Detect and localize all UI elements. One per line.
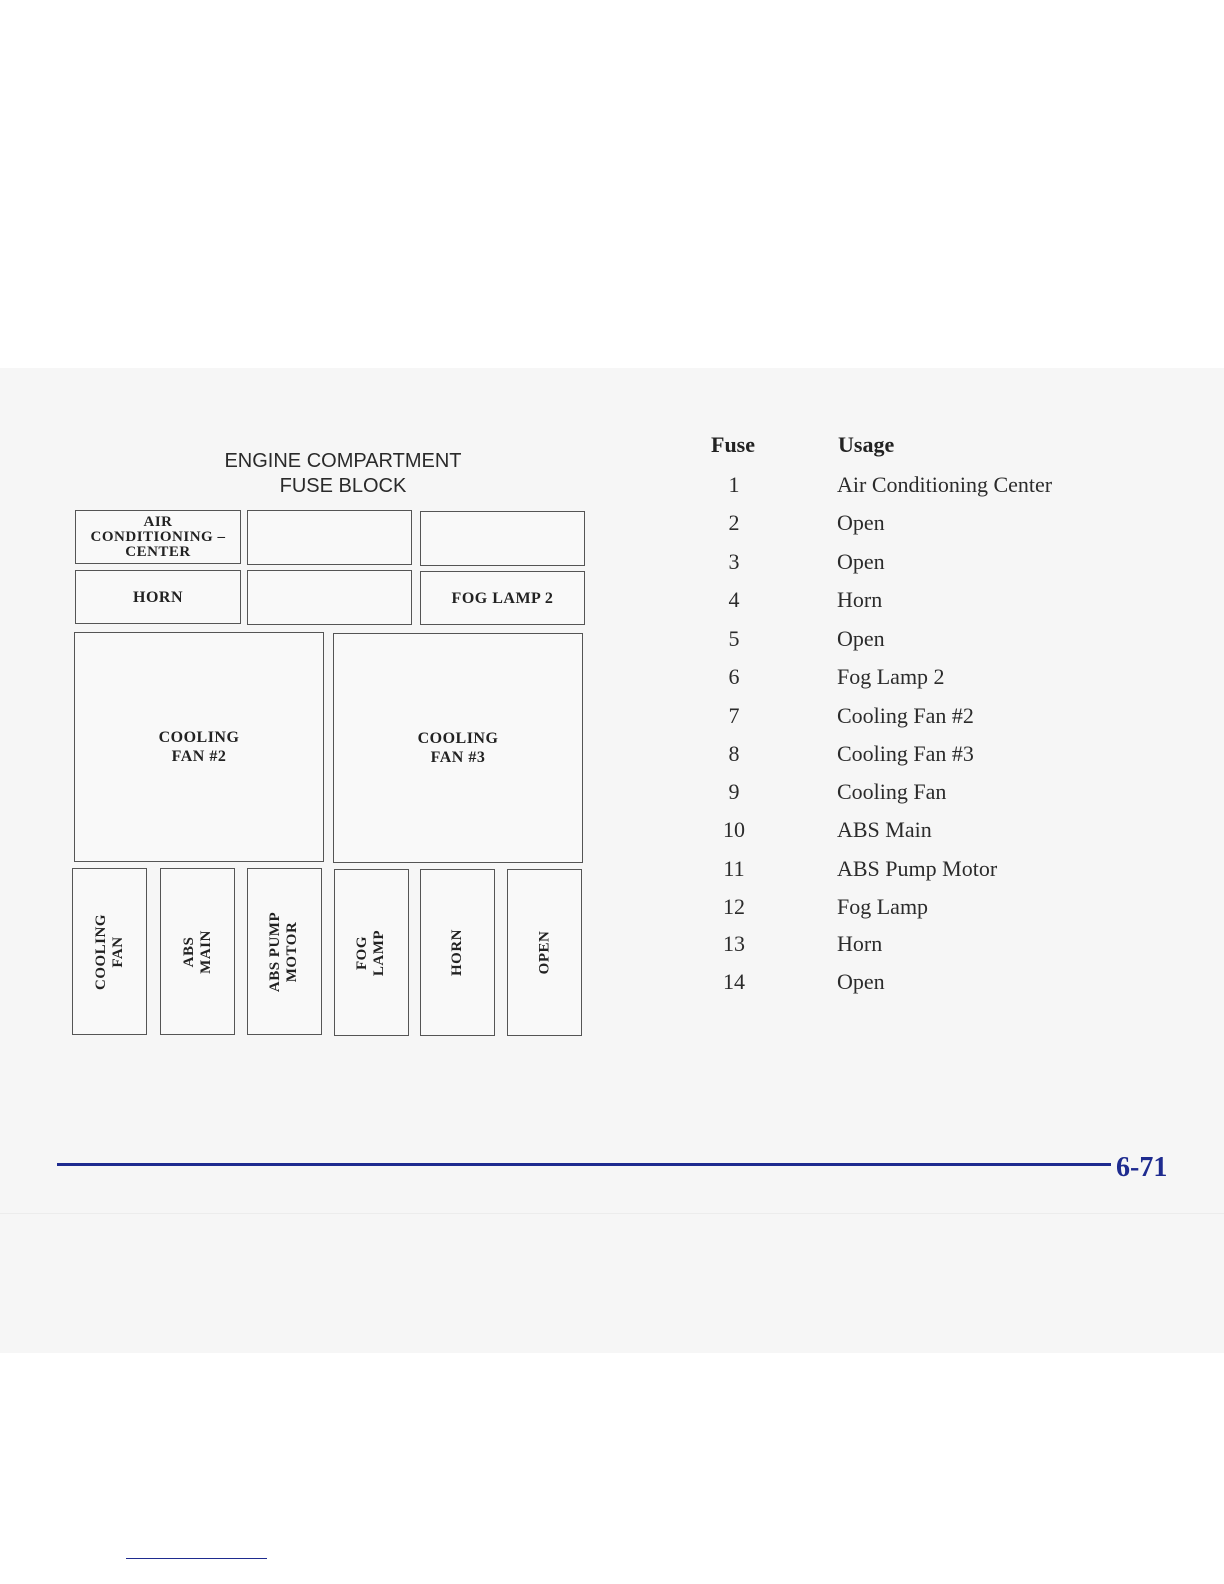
table-row bbox=[700, 856, 1120, 892]
table-row bbox=[700, 817, 1120, 853]
usage-column-header: Usage bbox=[838, 432, 895, 457]
fuse-usage: Fog Lamp 2 bbox=[837, 664, 945, 689]
fuse-6-fog-lamp-2 bbox=[420, 571, 585, 625]
fuse-9-cooling-fan bbox=[72, 868, 147, 1035]
fuse-7-label-line2: FAN #2 bbox=[171, 748, 227, 765]
fuse-10-abs-main bbox=[160, 868, 235, 1035]
band-divider bbox=[0, 1213, 1224, 1214]
fuse-usage: Open bbox=[837, 549, 885, 574]
fuse-usage: ABS Pump Motor bbox=[837, 856, 998, 881]
fuse-4-label: HORN bbox=[133, 588, 183, 606]
fuse-usage: Fog Lamp bbox=[837, 894, 929, 919]
fuse-number: 11 bbox=[723, 856, 745, 881]
footer-rule bbox=[57, 1163, 1111, 1166]
table-row bbox=[700, 664, 1120, 700]
fuse-usage: Horn bbox=[837, 587, 883, 612]
fuse-column-header: Fuse bbox=[711, 432, 755, 457]
fuse-9-label-line2: FAN bbox=[109, 935, 126, 968]
fuse-3-open bbox=[420, 511, 585, 566]
table-row bbox=[700, 703, 1120, 739]
fuse-11-abs-pump-motor bbox=[247, 868, 322, 1035]
fuse-1-label-line3: CENTER bbox=[125, 543, 191, 560]
fuse-usage: Open bbox=[837, 626, 885, 651]
fuse-number: 6 bbox=[728, 664, 740, 689]
fuse-8-label-line1: COOLING bbox=[417, 730, 499, 747]
fuse-usage: Cooling Fan #2 bbox=[837, 703, 974, 728]
fuse-13-horn bbox=[420, 869, 495, 1036]
fuse-number: 4 bbox=[728, 587, 740, 612]
fuse-12-label-line2: LAMP bbox=[371, 929, 388, 976]
fuse-4-horn bbox=[75, 570, 241, 624]
fuse-number: 14 bbox=[723, 969, 745, 994]
fuse-number: 9 bbox=[728, 779, 740, 804]
fuse-14-label: OPEN bbox=[535, 930, 552, 975]
table-row bbox=[700, 931, 1120, 967]
table-row bbox=[700, 969, 1120, 1005]
fuse-6-label: FOG LAMP 2 bbox=[451, 589, 554, 607]
fuse-5-open bbox=[247, 570, 412, 625]
fuse-number: 3 bbox=[728, 549, 740, 574]
fuse-1-air-conditioning-center bbox=[75, 510, 241, 564]
table-row bbox=[700, 779, 1120, 815]
fuse-number: 12 bbox=[723, 894, 745, 919]
fuse-2-open bbox=[247, 510, 412, 565]
fuse-number: 2 bbox=[728, 510, 740, 535]
fuse-usage: Air Conditioning Center bbox=[837, 472, 1053, 497]
fuse-10-label-line2: MAIN bbox=[197, 929, 214, 974]
fuse-number: 7 bbox=[728, 703, 740, 728]
fuse-number: 5 bbox=[728, 626, 740, 651]
fuse-usage: Cooling Fan bbox=[837, 779, 947, 804]
fuse-number: 1 bbox=[728, 472, 740, 497]
page-number: 6-71 bbox=[1116, 1152, 1168, 1183]
fuse-11-label-line2: MOTOR bbox=[284, 921, 301, 982]
fuse-9-label-line1: COOLING bbox=[92, 913, 109, 990]
fuse-7-cooling-fan-2 bbox=[74, 632, 324, 862]
table-row bbox=[700, 510, 1120, 546]
fuse-number: 13 bbox=[723, 931, 745, 956]
fuse-usage: Open bbox=[837, 969, 885, 994]
fuse-11-label-line1: ABS PUMP bbox=[267, 911, 284, 992]
fuse-10-label-line1: ABS bbox=[180, 936, 197, 967]
fuse-8-cooling-fan-3 bbox=[333, 633, 583, 863]
fuse-block-title bbox=[180, 449, 506, 499]
fuse-7-label-line1: COOLING bbox=[158, 729, 240, 746]
bottom-underline bbox=[126, 1558, 267, 1559]
fuse-14-open bbox=[507, 869, 582, 1036]
fuse-usage: Cooling Fan #3 bbox=[837, 741, 974, 766]
fuse-block-title-line2: FUSE BLOCK bbox=[279, 475, 407, 497]
fuse-number: 10 bbox=[723, 817, 745, 842]
table-row bbox=[700, 587, 1120, 623]
table-row bbox=[700, 894, 1120, 930]
fuse-usage: ABS Main bbox=[837, 817, 932, 842]
fuse-usage: Open bbox=[837, 510, 885, 535]
fuse-number: 8 bbox=[728, 741, 740, 766]
table-row bbox=[700, 472, 1120, 508]
fuse-usage: Horn bbox=[837, 931, 883, 956]
fuse-1-label-line2: CONDITIONING – bbox=[90, 528, 226, 545]
fuse-12-fog-lamp bbox=[334, 869, 409, 1036]
fuse-block-title-line1: ENGINE COMPARTMENT bbox=[224, 450, 462, 472]
fuse-12-label-line1: FOG bbox=[354, 935, 371, 970]
table-row bbox=[700, 626, 1120, 662]
table-row bbox=[700, 741, 1120, 777]
fuse-8-label-line2: FAN #3 bbox=[430, 749, 486, 766]
table-row bbox=[700, 549, 1120, 585]
fuse-1-label-line1: AIR bbox=[143, 513, 173, 530]
fuse-13-label: HORN bbox=[449, 929, 465, 976]
